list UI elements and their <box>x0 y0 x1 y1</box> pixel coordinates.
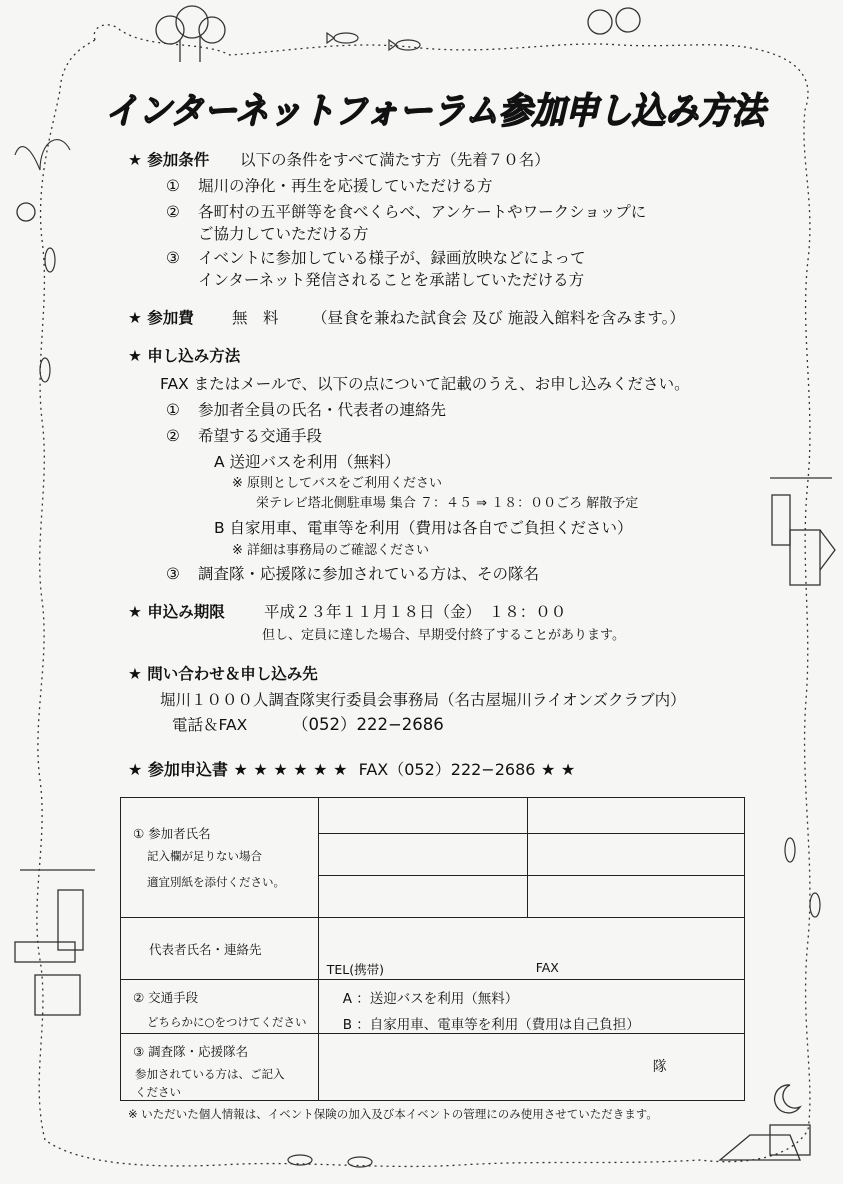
conditions-heading: ★ 参加条件 <box>128 151 210 169</box>
method-item3-text: 調査隊・応援隊に参加されている方は、その隊名 <box>198 565 540 583</box>
contact-heading-text: 問い合わせ＆申し込み先 <box>147 665 318 683</box>
transport-label-cell <box>121 980 319 1034</box>
participant-name-field-6[interactable] <box>528 876 745 918</box>
contact-tel: （052）222−2686 <box>292 715 444 734</box>
transport-option-a[interactable]: A ：送迎バスを利用（無料） <box>342 991 519 1007</box>
rep-fax-label: FAX <box>535 960 559 975</box>
team-note2: ください <box>135 1085 181 1099</box>
fee-value: 無 料 <box>232 309 279 327</box>
option-a-note2: 栄テレビ塔北側駐車場 集合 ７：４５ ⇒ １８：００ごろ 解散予定 <box>256 496 639 511</box>
condition-2-num: ② <box>166 203 180 221</box>
option-b: B 自家用車、電車等を利用（費用は各自でご負担ください） <box>214 519 633 537</box>
form-header-title: 参加申込書 <box>147 760 228 779</box>
condition-2-line1: 各町村の五平餅等を食べくらべ、アンケートやワークショップに <box>198 203 647 221</box>
method-heading-text: 申し込み方法 <box>147 347 241 365</box>
method-item1-text: 参加者全員の氏名・代表者の連絡先 <box>198 401 447 419</box>
condition-3-line2: インターネット発信されることを承諾していただける方 <box>198 271 585 289</box>
transport-note: どちらかに○をつけてください <box>147 1015 307 1029</box>
participant-name-field-5[interactable] <box>318 876 528 918</box>
participants-note2: 適宜別紙を添付ください。 <box>147 875 285 889</box>
participants-label: ① 参加者氏名 <box>133 826 211 841</box>
method-item2-num: ② <box>166 427 180 445</box>
participant-name-field-3[interactable] <box>318 834 528 876</box>
condition-1-text: 堀川の浄化・再生を応援していただける方 <box>198 177 493 195</box>
deadline-heading-text: 申込み期限 <box>147 603 225 621</box>
method-item1-num: ① <box>166 401 180 419</box>
team-name-field[interactable] <box>318 1034 744 1101</box>
team-label: ③ 調査隊・応援隊名 <box>133 1044 249 1059</box>
buildings-doodle <box>15 870 95 1015</box>
page-title-text: インターネットフォーラム参加申し込み方法 <box>105 91 769 132</box>
condition-1-num: ① <box>166 177 180 195</box>
contact-heading: ★ 問い合わせ＆申し込み先 <box>128 665 318 683</box>
fee-note: （昼食を兼ねた試食会 及び 施設入館料を含みます。） <box>312 309 685 327</box>
transport-choice-field[interactable] <box>318 980 744 1034</box>
participants-label-cell <box>121 798 319 918</box>
rep-label-cell <box>121 918 319 980</box>
method-item2-text: 希望する交通手段 <box>198 427 323 445</box>
moon-doodle <box>775 1085 800 1113</box>
sun-doodle <box>17 203 35 221</box>
page-title <box>95 78 775 138</box>
contact-org: 堀川１０００人調査隊実行委員会事務局（名古屋堀川ライオンズクラブ内） <box>160 691 686 709</box>
deadline-heading: ★ 申込み期限 <box>128 603 225 621</box>
application-form <box>120 797 745 1101</box>
fee-heading-text: 参加費 <box>147 309 194 327</box>
method-lead: FAX またはメールで、以下の点について記載のうえ、お申し込みください。 <box>160 375 690 393</box>
option-a-note1: ※ 原則としてバスをご利用ください <box>232 476 443 491</box>
participant-name-field-4[interactable] <box>528 834 745 876</box>
condition-2-line2: ご協力していただける方 <box>198 225 369 243</box>
rep-tel-label: TEL(携帯) <box>326 962 384 977</box>
method-heading: ★ 申し込み方法 <box>128 347 241 365</box>
fee-heading: ★ 参加費 <box>128 309 194 327</box>
fountain-doodle <box>15 140 70 170</box>
form-header-star: ★ <box>128 760 143 779</box>
team-suffix: 隊 <box>652 1059 667 1075</box>
form-header-fax: FAX（052）222−2686 <box>358 760 536 779</box>
form-header-stars-end: ★ ★ <box>541 760 576 779</box>
form-header <box>128 760 575 780</box>
team-label-cell <box>121 1034 319 1101</box>
apples-doodle <box>588 8 640 34</box>
privacy-note: ※ いただいた個人情報は、イベント保険の加入及び本イベントの管理にのみ使用させていただきます。 <box>128 1107 658 1121</box>
contact-tel-label: 電話＆FAX <box>172 716 248 734</box>
condition-3-num: ③ <box>166 249 180 267</box>
deadline-value: 平成２３年１１月１８日（金） １８：００ <box>264 603 567 621</box>
method-item3-num: ③ <box>166 565 180 583</box>
conditions-lead: 以下の条件をすべて満たす方（先着７０名） <box>240 151 550 169</box>
form-header-stars: ★ ★ ★ ★ ★ ★ <box>233 760 348 779</box>
participants-note1: 記入欄が足りない場合 <box>147 849 262 863</box>
participant-name-field-1[interactable] <box>318 798 528 834</box>
rep-contact-field[interactable] <box>318 918 744 980</box>
deadline-note: 但し、定員に達した場合、早期受付終了することがあります。 <box>262 628 625 643</box>
transport-label: ② 交通手段 <box>133 990 199 1005</box>
conditions-heading-text: 参加条件 <box>147 151 210 169</box>
team-note1: 参加されている方は、ご記入 <box>135 1067 285 1081</box>
option-b-note: ※ 詳細は事務局のご確認ください <box>232 543 430 558</box>
transport-option-b[interactable]: B ：自家用車、電車等を利用（費用は自己負担） <box>342 1017 640 1033</box>
option-a: A 送迎バスを利用（無料） <box>214 453 401 471</box>
condition-3-line1: イベントに参加している様子が、録画放映などによって <box>198 249 586 267</box>
rep-label: 代表者氏名・連絡先 <box>149 942 262 957</box>
house-doodle <box>770 478 835 585</box>
participant-name-field-2[interactable] <box>528 798 745 834</box>
trees-doodle <box>156 6 225 62</box>
